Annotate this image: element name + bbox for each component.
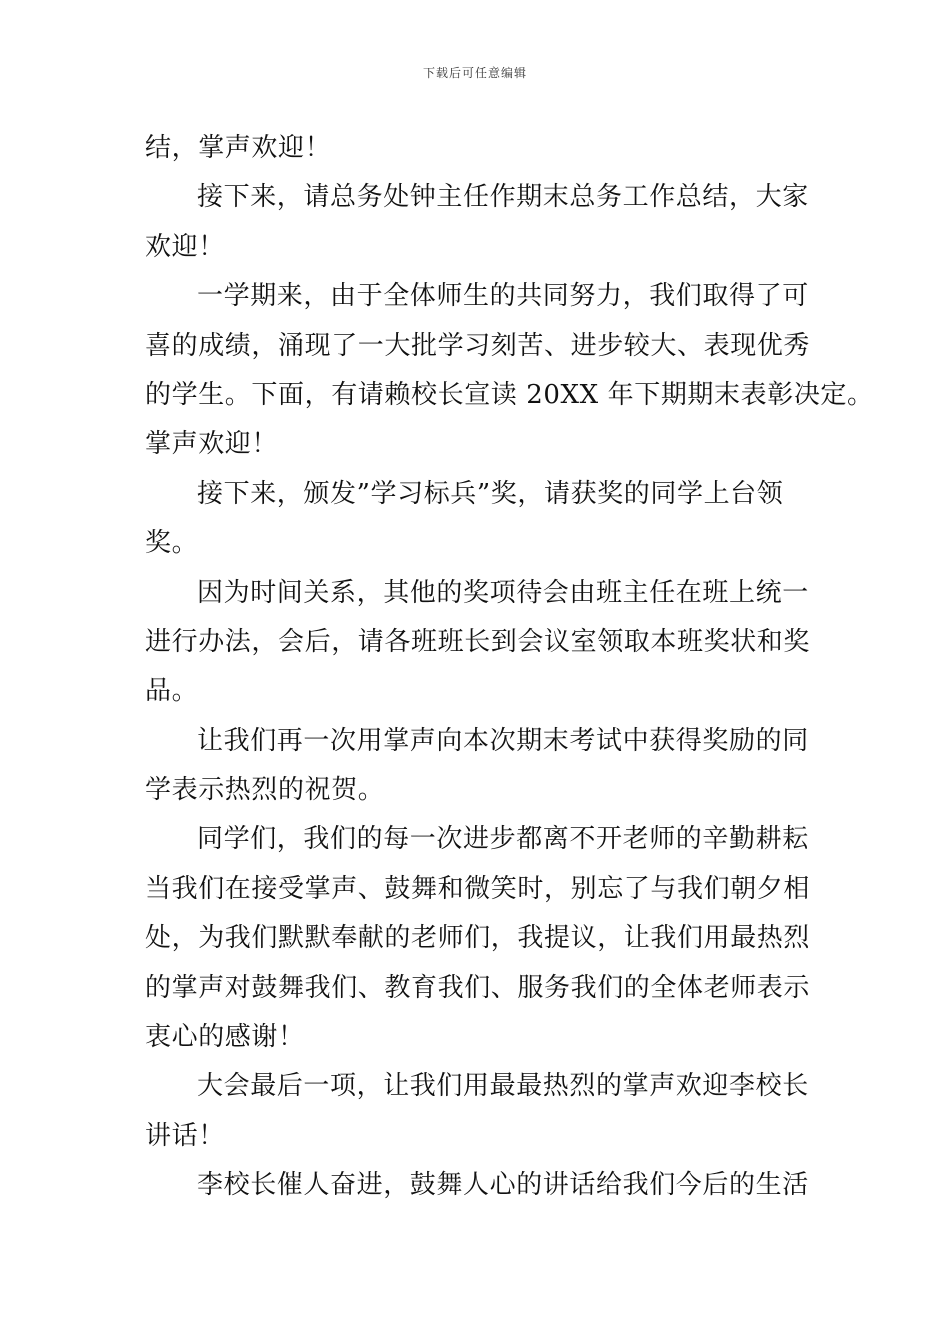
text-line: 掌声欢迎！ — [145, 429, 279, 460]
text-line: 大会最后一项，让我们用最最热烈的掌声欢迎李校长 — [197, 1071, 809, 1102]
text-line: 结，掌声欢迎！ — [145, 133, 332, 163]
text-line: 进行办法，会后，请各班班长到会议室领取本班奖状和奖 — [145, 626, 811, 657]
text-line: 让我们再一次用掌声向本次期末考试中获得奖励的同 — [197, 725, 809, 756]
text-line: 的掌声对鼓舞我们、教育我们、服务我们的全体老师表示 — [145, 972, 811, 1003]
text-line: 一学期来，由于全体师生的共同努力，我们取得了可 — [197, 281, 809, 312]
text-line: 李校长催人奋进，鼓舞人心的讲话给我们今后的生活 — [197, 1170, 809, 1201]
text-line: 学表示热烈的祝贺。 — [145, 775, 385, 806]
text-line: 奖。 — [145, 528, 199, 559]
text-line: 接下来，请总务处钟主任作期末总务工作总结，大家 — [197, 182, 809, 213]
text-line: 因为时间关系，其他的奖项待会由班主任在班上统一 — [197, 577, 809, 608]
text-line: 欢迎！ — [145, 231, 225, 262]
text-line: 接下来，颁发”学习标兵”奖，请获奖的同学上台领 — [197, 478, 784, 509]
text-line: 当我们在接受掌声、鼓舞和微笑时，别忘了与我们朝夕相 — [145, 873, 811, 904]
text-line: 同学们，我们的每一次进步都离不开老师的辛勤耕耘 — [197, 824, 809, 855]
text-line: 讲话！ — [145, 1120, 225, 1151]
document-body — [145, 124, 874, 1211]
page-header: 下载后可任意编辑 — [422, 66, 527, 80]
text-line: 衷心的感谢！ — [145, 1022, 305, 1053]
text-line: 喜的成绩，涌现了一大批学习刻苦、进步较大、表现优秀 — [145, 330, 811, 361]
text-line: 的学生。下面，有请赖校长宣读 20XX 年下期期末表彰决定。 — [145, 379, 874, 410]
text-line: 处，为我们默默奉献的老师们，我提议，让我们用最热烈 — [145, 923, 811, 954]
text-line: 品。 — [145, 676, 199, 707]
